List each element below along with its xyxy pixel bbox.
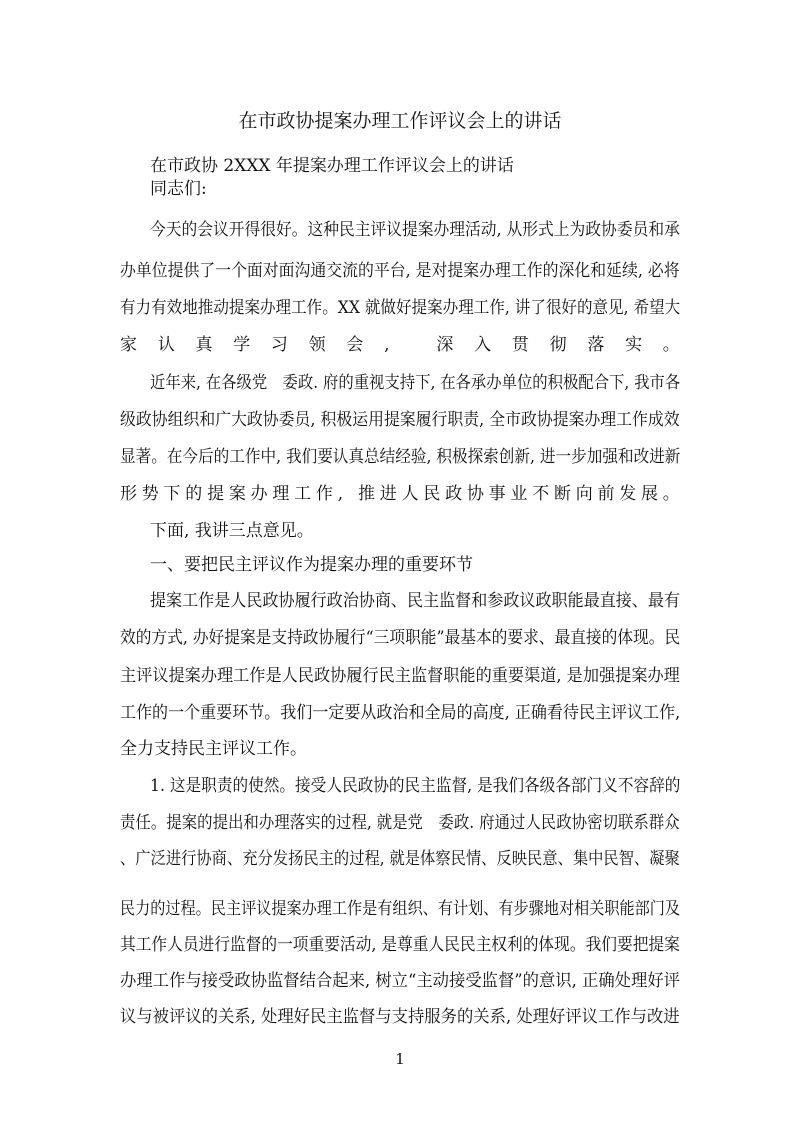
paragraph-line: 1. 这是职责的使然。接受人民政协的民主监督, 是我们各级各部门义不容辞的 — [150, 776, 681, 796]
paragraph-line: 办理工作与接受政协监督结合起来, 树立“主动接受监督”的意识, 正确处理好评 — [120, 971, 680, 991]
paragraph-line: 形势下的提案办理工作, 推进人民政协事业不断向前发展。 — [120, 484, 685, 504]
paragraph-line: 、广泛进行协商、充分发扬民主的过程, 就是体察民情、反映民意、集中民智、凝聚 — [120, 849, 680, 869]
greeting-line: 同志们: — [150, 179, 207, 199]
paragraph-line: 级政协组织和广大政协委员, 积极运用提案履行职责, 全市政协提案办理工作成效 — [120, 410, 680, 430]
document-subtitle: 在市政协 2XXX 年提案办理工作评议会上的讲话 — [150, 156, 514, 176]
paragraph-line: 提案工作是人民政协履行政治协商、民主监督和参政议政职能最直接、最有 — [150, 591, 680, 611]
paragraph-line: 近年来, 在各级党 委政. 府的重视支持下, 在各承办单位的积极配合下, 我市各 — [150, 373, 681, 393]
paragraph-line: 主评议提案办理工作是人民政协履行民主监督职能的重要渠道, 是加强提案办理 — [120, 666, 680, 686]
paragraph-line: 民力的过程。民主评议提案办理工作是有组织、有计划、有步骤地对相关职能部门及 — [120, 899, 680, 919]
paragraph-line: 效的方式, 办好提案是支持政协履行“三项职能”最基本的要求、最直接的体现。民 — [120, 628, 681, 648]
paragraph-line: 今天的会议开得很好。这种民主评议提案办理活动, 从形式上为政协委员和承 — [150, 220, 680, 240]
page-number: 1 — [395, 1050, 405, 1068]
paragraph-line: 责任。提案的提出和办理落实的过程, 就是党 委政. 府通过人民政协密切联系群众 — [120, 813, 680, 833]
paragraph-line: 工作的一个重要环节。我们一定要从政治和全局的高度, 正确看待民主评议工作, — [120, 703, 681, 723]
paragraph-line: 办单位提供了一个面对面沟通交流的平台, 是对提案办理工作的深化和延续, 必将 — [120, 261, 680, 281]
paragraph-line: 全力支持民主评议工作。 — [120, 739, 307, 759]
paragraph-line: 下面, 我讲三点意见。 — [150, 521, 314, 541]
section-heading: 一、要把民主评议作为提案办理的重要环节 — [150, 555, 473, 575]
paragraph-line: 议与被评议的关系, 处理好民主监督与支持服务的关系, 处理好评议工作与改进 — [120, 1007, 680, 1027]
paragraph-line: 家认真学习领会, 深入贯彻落实。 — [120, 335, 701, 355]
paragraph-line: 其工作人员进行监督的一项重要活动, 是尊重人民民主权利的体现。我们要把提案 — [120, 935, 680, 955]
paragraph-line: 有力有效地推动提案办理工作。XX 就做好提案办理工作, 讲了很好的意见, 希望大 — [120, 298, 681, 318]
document-title: 在市政协提案办理工作评议会上的讲话 — [238, 110, 562, 132]
paragraph-line: 显著。在今后的工作中, 我们要认真总结经验, 积极探索创新, 进一步加强和改进新 — [120, 447, 681, 467]
